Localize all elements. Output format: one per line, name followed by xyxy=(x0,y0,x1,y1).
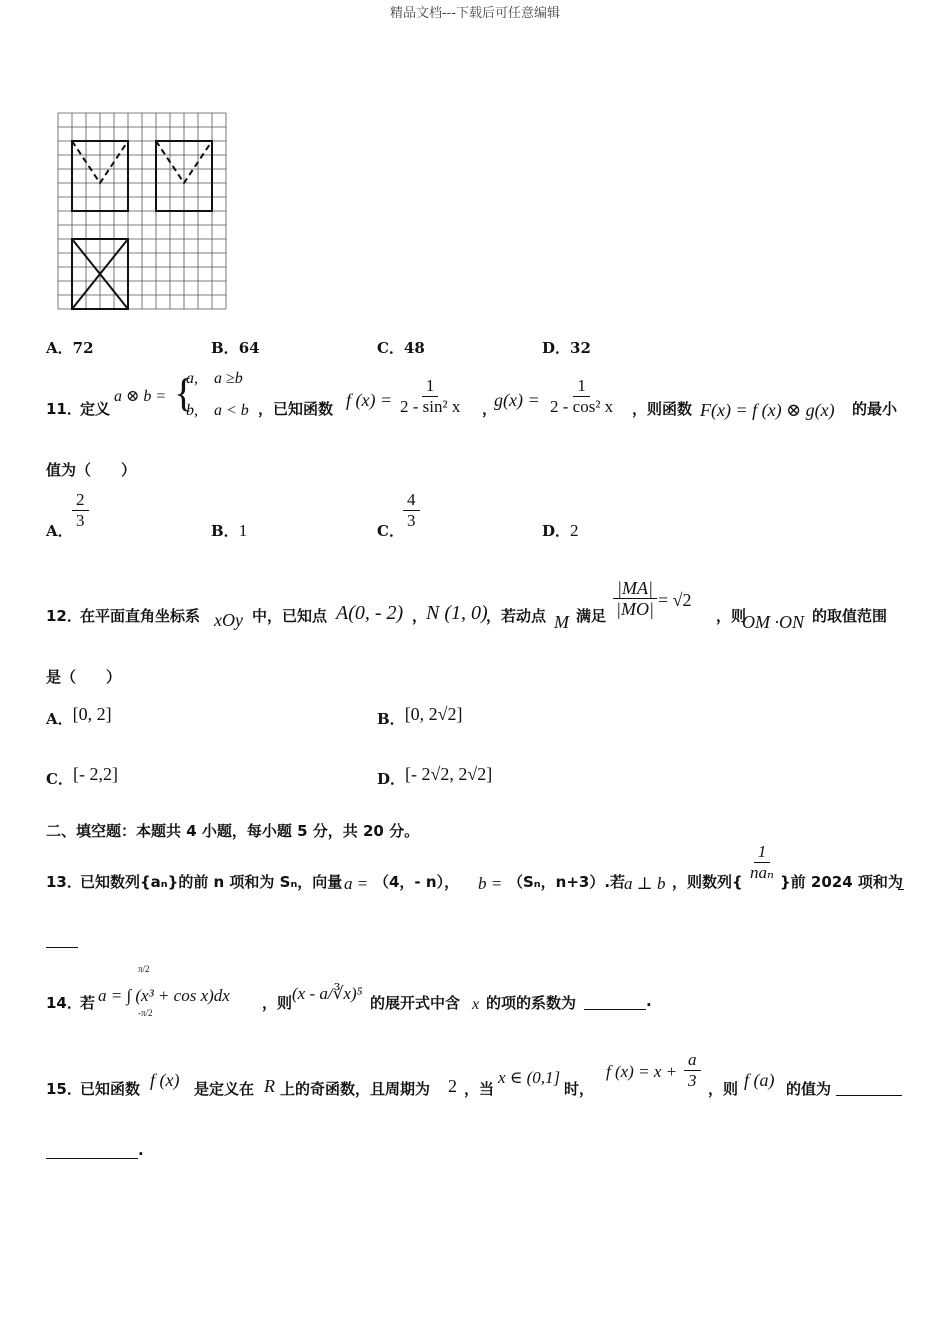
q10-option-a[interactable]: A．72 xyxy=(46,339,94,357)
question-15: 15． 已知函数 f (x) 是定义在 R 上的奇函数，且周期为 2 ，当 x ∈ (0,1] 时， f (x) = x + $\frac{a}{3}$ ，则 f (a) 的值为 xyxy=(46,1050,926,1100)
page-header: 精品文档---下载后可任意编辑 xyxy=(389,6,561,21)
q13-answer-blank[interactable] xyxy=(46,946,78,948)
q10-option-c[interactable]: C．48 xyxy=(377,339,425,357)
question-13: 13． 已知数列{aₙ}的前 n 项和为 Sₙ，向量 a = （4，- n）， b = （Sₙ，n+3）.若 a ⊥ b ，则数列{ 1 naₙ }前 2024 项和为 xyxy=(46,842,903,893)
question-12: 12． 在平面直角坐标系 xOy 中，已知点 A(0, - 2) ， N (1, 0) ，若动点 M 满足 $\frac{|MA|}{|MO|}$ = √2 ，则 OM ·ON 的取值范围 xyxy=(46,578,888,632)
q11-stem-end: 值为（ ） xyxy=(46,461,137,479)
q15-answer-blank[interactable] xyxy=(836,1094,902,1096)
q12-option-c[interactable]: C．[- 2,2] xyxy=(46,764,118,788)
q12-stem-end: 是（ ） xyxy=(46,668,122,686)
q12-option-a[interactable]: A．[0, 2] xyxy=(46,704,112,728)
three-view-grid-figure xyxy=(57,112,229,312)
q11-option-d[interactable]: D．2 xyxy=(542,521,579,540)
q11-option-b[interactable]: B．1 xyxy=(211,521,248,540)
q12-option-b[interactable]: B．[0, 2√2] xyxy=(377,704,463,728)
question-11: 11． 定义 a ⊗ b = { a, a ≥b b, a < b ，已知函数 f (x) = $\frac{1}{\text{2 - sin² x}}$ ， g(x) = $\frac{1}{\text{2 - cos² x}}$ ，则函数 F(x) = f (x) ⊗ g(x) 的最小 xyxy=(46,370,898,420)
q15-answer-line-2: . xyxy=(46,1140,144,1159)
q10-option-d[interactable]: D．32 xyxy=(542,339,591,357)
q12-option-d[interactable]: D．[- 2√2, 2√2] xyxy=(377,764,493,788)
q14-answer-blank[interactable] xyxy=(584,1008,646,1010)
q10-option-b[interactable]: B．64 xyxy=(211,339,260,357)
question-14: 14． 若 a = ∫ (x³ + cos x)dx π/2 -π/2 ，则 (x - a/∛x)⁵ 的展开式中含 x 的项的系数为 . xyxy=(46,964,652,1018)
section-2-heading: 二、填空题：本题共 4 小题，每小题 5 分，共 20 分。 xyxy=(46,822,420,840)
